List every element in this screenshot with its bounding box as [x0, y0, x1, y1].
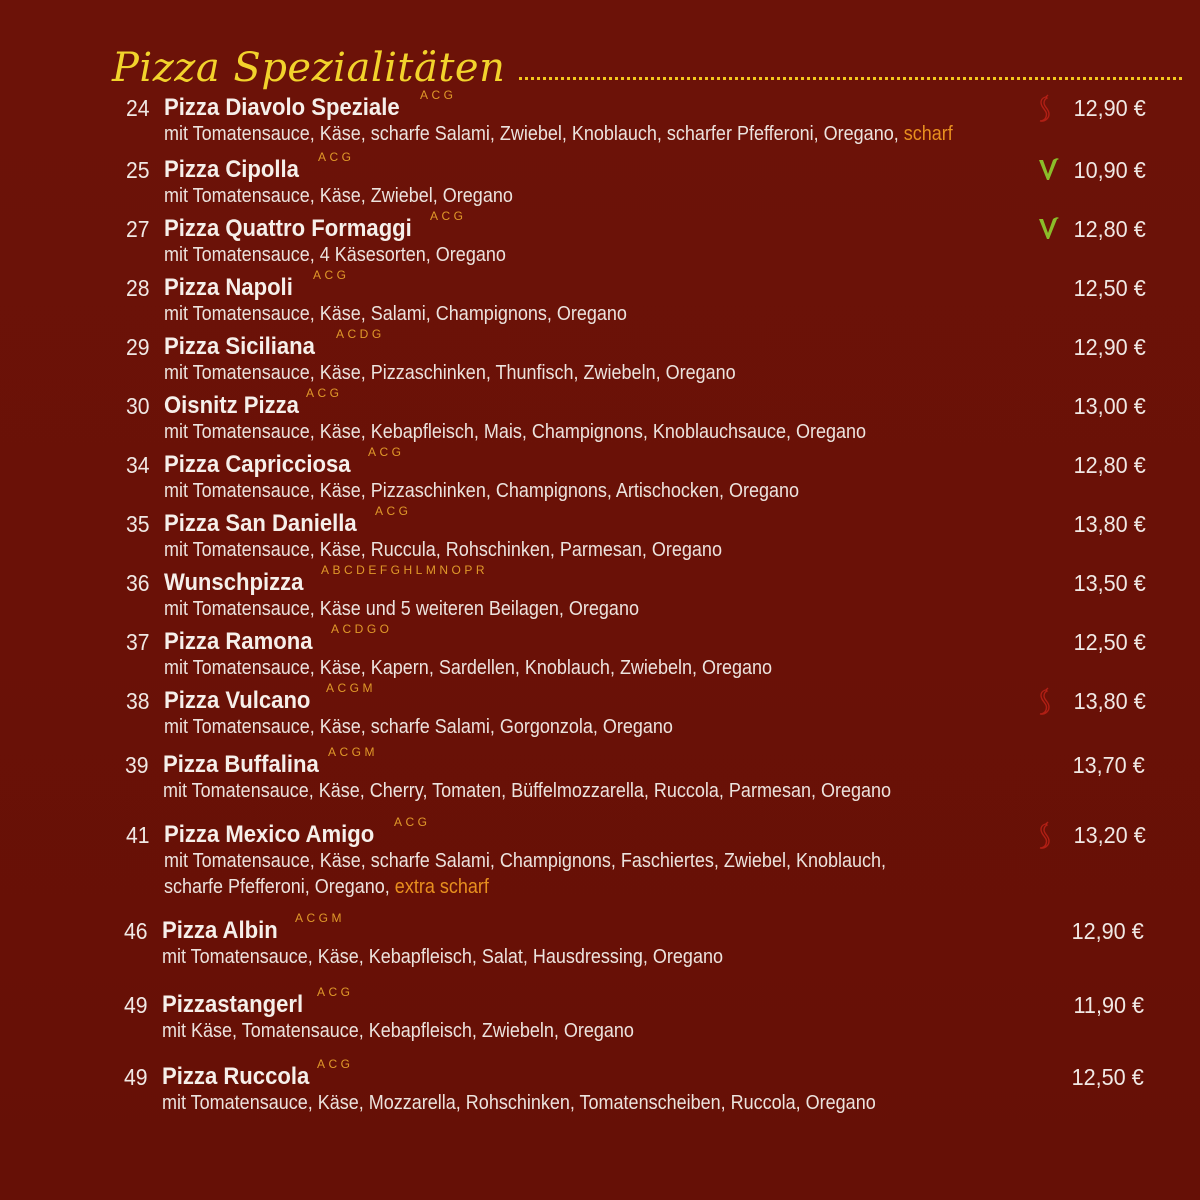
item-price: 12,80 € [1073, 216, 1146, 242]
item-name: Pizza Capricciosa [164, 451, 351, 478]
item-description [164, 183, 513, 209]
item-name: Pizza Buffalina [163, 751, 319, 778]
item-description [164, 419, 866, 445]
description-text: mit Tomatensauce, Käse, Ruccula, Rohschinken, Parmesan, Oregano [164, 539, 722, 561]
description-text: mit Tomatensauce, 4 Käsesorten, Oregano [164, 244, 506, 266]
item-number: 28 [126, 275, 150, 301]
allergen-codes: ACGM [328, 745, 378, 759]
description-text: mit Tomatensauce, Käse, Kebapfleisch, Mais, Champignons, Knoblauchsauce, Oregano [164, 421, 867, 443]
allergen-codes: ACG [430, 209, 467, 223]
description-text: mit Tomatensauce, Käse, Kebapfleisch, Salat, Hausdressing, Oregano [162, 946, 723, 968]
item-price: 12,50 € [1071, 1064, 1144, 1090]
item-description [164, 537, 722, 563]
allergen-codes: ACG [306, 386, 343, 400]
item-description [162, 944, 723, 970]
description-text: mit Tomatensauce, Käse, Pizzaschinken, Thunfisch, Zwiebeln, Oregano [164, 362, 736, 384]
item-number: 46 [124, 918, 148, 944]
description-text: mit Tomatensauce, Käse, Salami, Champignons, Oregano [164, 303, 627, 325]
description-text: mit Tomatensauce, Käse, Pizzaschinken, Champignons, Artischocken, Oregano [164, 480, 800, 502]
menu-item [0, 209, 1200, 271]
item-description [162, 1018, 634, 1044]
item-name: Pizza Cipolla [164, 156, 299, 183]
chili-icon [1036, 821, 1052, 851]
item-description [164, 655, 772, 681]
description-text: mit Tomatensauce, Käse, scharfe Salami, Gorgonzola, Oregano [164, 716, 673, 738]
item-name: Pizza Mexico Amigo [164, 821, 375, 848]
menu-item [0, 911, 1198, 973]
item-number: 41 [126, 822, 150, 848]
item-name: Pizza Vulcano [164, 687, 311, 714]
item-number: 49 [124, 1064, 148, 1090]
item-description [164, 714, 673, 740]
item-description [164, 121, 953, 147]
item-name: Pizza Diavolo Speziale [164, 94, 400, 121]
item-price: 13,80 € [1073, 688, 1146, 714]
allergen-codes: ACGM [326, 681, 376, 695]
allergen-codes: ACDG [336, 327, 385, 341]
description-text: mit Tomatensauce, Käse, Mozzarella, Rohschinken, Tomatenscheiben, Ruccola, Oregano [162, 1092, 876, 1114]
item-number: 36 [126, 570, 150, 596]
menu-item [0, 815, 1200, 898]
menu-item [0, 622, 1200, 684]
item-name: Pizza Napoli [164, 274, 293, 301]
menu-item [0, 445, 1200, 507]
allergen-codes: ACG [394, 815, 431, 829]
item-number: 30 [126, 393, 150, 419]
item-description [164, 301, 627, 327]
item-price: 13,70 € [1072, 752, 1145, 778]
item-name: Pizza Ramona [164, 628, 313, 655]
item-price: 12,90 € [1073, 95, 1146, 121]
menu-item [0, 268, 1200, 330]
description-text: mit Tomatensauce, Käse, Zwiebel, Oregano [164, 185, 513, 207]
item-description [164, 360, 736, 386]
item-name: Pizzastangerl [162, 991, 304, 1018]
menu-item [0, 745, 1199, 807]
menu-item [0, 327, 1200, 389]
item-name: Pizza Quattro Formaggi [164, 215, 412, 242]
spiciness-label: extra scharf [394, 876, 489, 898]
allergen-codes: ACG [313, 268, 350, 282]
item-price: 13,50 € [1073, 570, 1146, 596]
item-number: 24 [126, 95, 150, 121]
item-number: 35 [126, 511, 150, 537]
description-text: mit Tomatensauce, Käse und 5 weiteren Beilagen, Oregano [164, 598, 639, 620]
item-price: 12,80 € [1073, 452, 1146, 478]
item-price: 11,90 € [1073, 992, 1144, 1018]
chili-icon [1036, 687, 1052, 717]
vegetarian-icon [1036, 156, 1060, 184]
menu-item [0, 150, 1200, 212]
menu-item [0, 563, 1200, 625]
menu-item [0, 1057, 1198, 1119]
item-price: 12,50 € [1073, 629, 1146, 655]
allergen-codes: ACG [420, 88, 457, 102]
menu-item [0, 985, 1198, 1047]
item-description [164, 596, 639, 622]
item-description [162, 1090, 876, 1116]
description-text: mit Käse, Tomatensauce, Kebapfleisch, Zwiebeln, Oregano [162, 1020, 634, 1042]
item-name: Pizza Ruccola [162, 1063, 310, 1090]
allergen-codes: ACG [317, 985, 354, 999]
menu-item [0, 386, 1200, 448]
item-number: 34 [126, 452, 150, 478]
item-number: 39 [125, 752, 149, 778]
description-text: mit Tomatensauce, Käse, scharfe Salami, Champignons, Faschiertes, Zwiebel, Knoblauch, [164, 850, 887, 872]
item-price: 12,90 € [1071, 918, 1144, 944]
allergen-codes: ACG [317, 1057, 354, 1071]
allergen-codes: ACG [375, 504, 412, 518]
item-name: Pizza Siciliana [164, 333, 315, 360]
item-price: 12,50 € [1073, 275, 1146, 301]
allergen-codes: ACGM [295, 911, 345, 925]
item-description [164, 478, 799, 504]
dotted-leader [519, 77, 1182, 80]
allergen-codes: ABCDEFGHLMNOPR [321, 563, 489, 577]
item-price: 13,80 € [1073, 511, 1146, 537]
item-description [163, 778, 891, 804]
item-number: 27 [126, 216, 150, 242]
item-name: Oisnitz Pizza [164, 392, 299, 419]
item-number: 25 [126, 157, 150, 183]
section-header [112, 30, 1182, 90]
item-number: 49 [124, 992, 148, 1018]
item-price: 13,00 € [1073, 393, 1146, 419]
chili-icon [1036, 94, 1052, 124]
item-name: Wunschpizza [164, 569, 304, 596]
allergen-codes: ACG [318, 150, 355, 164]
item-number: 29 [126, 334, 150, 360]
item-number: 37 [126, 629, 150, 655]
item-name: Pizza Albin [162, 917, 278, 944]
allergen-codes: ACDGO [331, 622, 393, 636]
spiciness-label: scharf [903, 123, 953, 145]
item-description [164, 848, 886, 900]
menu-item [0, 88, 1200, 150]
item-name: Pizza San Daniella [164, 510, 357, 537]
description-text: mit Tomatensauce, Käse, scharfe Salami, Zwiebel, Knoblauch, scharfer Pfefferoni, Oregano, [164, 123, 904, 145]
item-description [164, 242, 506, 268]
section-title: Pizza Spezialitäten [112, 45, 506, 91]
description-text-line-2: scharfe Pfefferoni, Oregano, [164, 876, 395, 898]
description-text: mit Tomatensauce, Käse, Kapern, Sardellen, Knoblauch, Zwiebeln, Oregano [164, 657, 773, 679]
item-number: 38 [126, 688, 150, 714]
menu-item [0, 681, 1200, 743]
menu-item [0, 504, 1200, 566]
allergen-codes: ACG [368, 445, 405, 459]
item-price: 10,90 € [1073, 157, 1146, 183]
vegetarian-icon [1036, 215, 1060, 243]
item-price: 13,20 € [1073, 822, 1146, 848]
item-price: 12,90 € [1073, 334, 1146, 360]
description-text: mit Tomatensauce, Käse, Cherry, Tomaten, Büffelmozzarella, Ruccola, Parmesan, Oregano [163, 780, 892, 802]
